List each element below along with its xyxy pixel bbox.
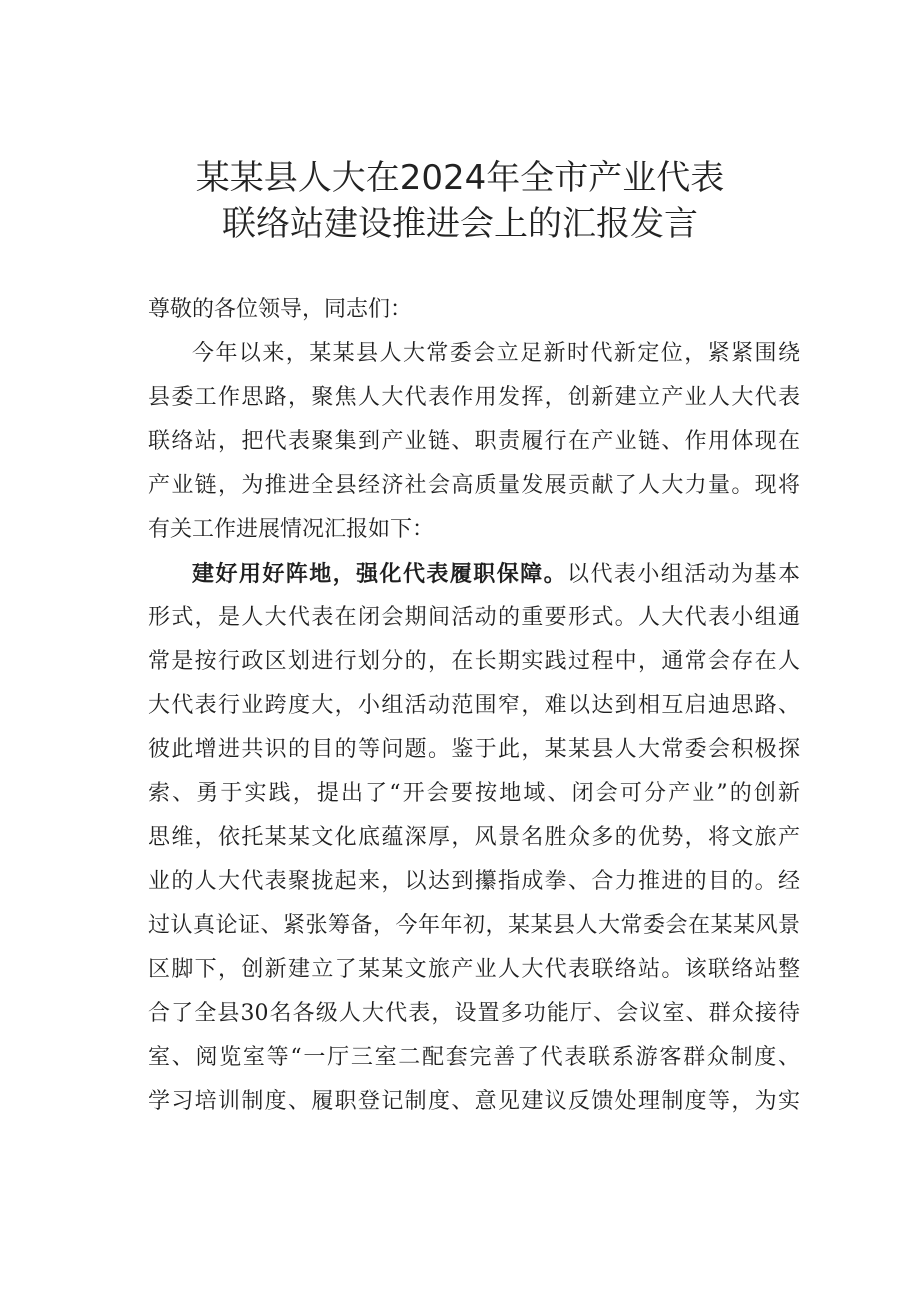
paragraph-2-line: 区脚下，创新建立了某某文旅产业人大代表联络站。该联络站整 — [148, 957, 800, 982]
paragraph-2-line: 常是按行政区划进行划分的，在长期实践过程中，通常会存在人 — [148, 649, 800, 674]
paragraph-1-line: 联络站，把代表聚集到产业链、职责履行在产业链、作用体现在 — [148, 429, 800, 454]
paragraph-2-line: 大代表行业跨度大，小组活动范围窄，难以达到相互启迪思路、 — [148, 693, 800, 718]
paragraph-2-line: 索、勇于实践，提出了“开会要按地域、闭会可分产业”的创新 — [148, 781, 800, 806]
paragraph-2-line: 室、阅览室等“一厅三室二配套完善了代表联系游客群众制度、 — [148, 1045, 800, 1070]
paragraph-2-line: 思维，依托某某文化底蕴深厚，风景名胜众多的优势，将文旅产 — [148, 825, 800, 850]
paragraph-2-line: 形式，是人大代表在闭会期间活动的重要形式。人大代表小组通 — [148, 605, 800, 630]
document-title-line-1: 某某县人大在2024年全市产业代表 — [195, 158, 725, 198]
paragraph-2-line: 过认真论证、紧张筹备，今年年初，某某县人大常委会在某某风景 — [148, 913, 800, 938]
paragraph-2-heading: 建好用好阵地，强化代表履职保障。 — [192, 561, 568, 587]
paragraph-2-line: 彼此增进共识的目的等问题。鉴于此，某某县人大常委会积极探 — [148, 737, 800, 762]
paragraph-1-line: 县委工作思路，聚焦人大代表作用发挥，创新建立产业人大代表 — [148, 385, 800, 410]
salutation: 尊敬的各位领导，同志们： — [148, 297, 413, 322]
document-title-line-2: 联络站建设推进会上的汇报发言 — [222, 204, 698, 244]
paragraph-2-first-rest: 以代表小组活动为基本 — [567, 562, 800, 587]
paragraph-2-line: 业的人大代表聚拢起来，以达到攥指成拳、合力推进的目的。经 — [148, 869, 800, 894]
paragraph-1-line: 产业链，为推进全县经济社会高质量发展贡献了人大力量。现将 — [148, 473, 800, 498]
paragraph-2-line: 合了全县30名各级人大代表，设置多功能厅、会议室、群众接待 — [148, 1001, 800, 1026]
paragraph-2-line: 学习培训制度、履职登记制度、意见建议反馈处理制度等，为实 — [148, 1089, 800, 1114]
paragraph-1-line: 有关工作进展情况汇报如下： — [148, 517, 435, 542]
paragraph-1-line: 今年以来，某某县人大常委会立足新时代新定位，紧紧围绕 — [192, 341, 800, 366]
paragraph-2-first-line — [148, 552, 800, 596]
